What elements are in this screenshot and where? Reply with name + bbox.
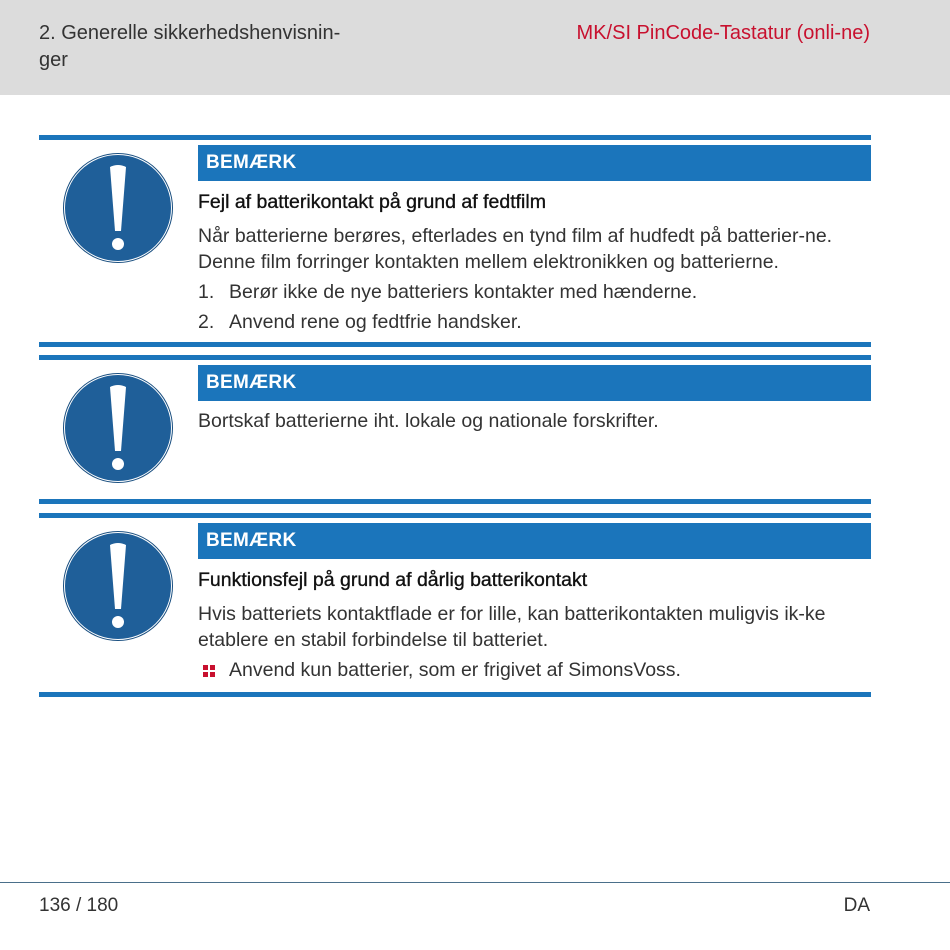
product-title: MK/SI PinCode-Tastatur (onli-ne) [576, 22, 870, 44]
page-header [0, 0, 950, 95]
notice-top-rule [39, 135, 871, 140]
section-title: 2. Generelle sikkerhedshenvisnin-ger [39, 22, 341, 71]
notice-bottom-rule [39, 692, 871, 697]
notice-battery-grease [39, 135, 871, 347]
notice-bottom-rule [39, 342, 871, 347]
instruction-list [198, 279, 871, 335]
notice-content [198, 408, 871, 434]
notice-text: Bortskaf batterierne iht. lokale og nationale forskrifter. [198, 410, 659, 432]
mandatory-exclamation-icon [63, 531, 173, 641]
list-text: Anvend kun batterier, som er frigivet af SimonsVoss. [229, 659, 681, 681]
mandatory-exclamation-icon [63, 373, 173, 483]
notice-bad-battery-contact [39, 513, 871, 698]
notice-title: Fejl af batterikontakt på grund af fedtfilm [198, 191, 546, 213]
notice-text: Hvis batteriets kontaktflade er for lille, kan batterikontakten muligvis ik-ke etablere en stabil forbindelse til batteriet. [198, 603, 826, 651]
list-number: 2. [198, 311, 215, 333]
red-square-bullet-icon [203, 665, 215, 677]
list-text: Berør ikke de nye batteriers kontakter med hænderne. [229, 281, 698, 303]
list-text: Anvend rene og fedtfrie handsker. [229, 311, 522, 333]
notice-content [198, 567, 871, 687]
list-item [198, 279, 871, 305]
language-code: DA [843, 895, 870, 916]
list-number: 1. [198, 281, 215, 303]
page-number: 136 / 180 [39, 895, 119, 916]
footer-divider [0, 882, 950, 883]
instruction-list [198, 657, 871, 683]
list-item [198, 657, 871, 683]
notice-title: Funktionsfejl på grund af dårlig batterikontakt [198, 569, 588, 591]
list-item [198, 309, 871, 335]
notice-disposal [39, 355, 871, 505]
notice-bottom-rule [39, 499, 871, 504]
notice-top-rule [39, 355, 871, 360]
notice-text: Når batterierne berøres, efterlades en tynd film af hudfedt på batterier-ne. Denne film forringer kontakten mellem elektronikken og batterierne. [198, 225, 833, 273]
notice-content [198, 189, 871, 339]
notice-label-bar: BEMÆRK [198, 145, 871, 181]
mandatory-exclamation-icon [63, 153, 173, 263]
notice-label-bar: BEMÆRK [198, 523, 871, 559]
notice-label-bar: BEMÆRK [198, 365, 871, 401]
notice-top-rule [39, 513, 871, 518]
